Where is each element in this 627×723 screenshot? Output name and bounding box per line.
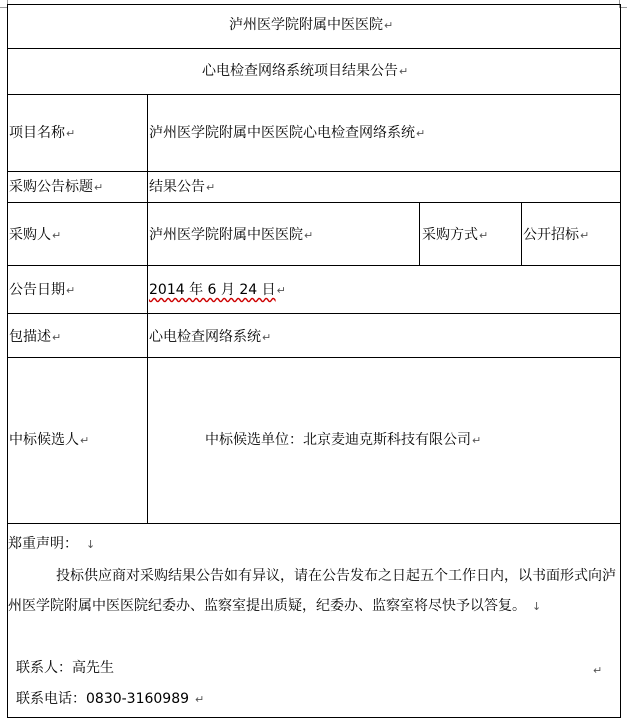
method-value-divider <box>521 202 522 266</box>
notice-date-value: 2014 年 6 月 24 日↵ <box>149 282 286 298</box>
table-rule <box>7 313 621 314</box>
table-rule <box>7 357 621 358</box>
package-label: 包描述↵ <box>9 329 62 345</box>
project-name-label: 项目名称↵ <box>9 125 76 141</box>
table-rule <box>7 94 621 95</box>
candidate-label: 中标候选人↵ <box>9 432 90 448</box>
announcement-title: 心电检查网络系统项目结果公告↵ <box>202 63 409 79</box>
label-column-divider <box>147 94 148 524</box>
table-rule <box>7 48 621 49</box>
table-border-top <box>7 4 621 5</box>
method-label-divider <box>419 202 420 266</box>
package-value: 心电检查网络系统↵ <box>149 329 272 345</box>
table-rule <box>7 202 621 203</box>
purchaser-label: 采购人↵ <box>9 227 62 243</box>
contact-person: 联系人：高先生 <box>16 660 114 676</box>
table-rule <box>7 523 621 524</box>
contact-phone: 联系电话：0830-3160989 ↵ <box>16 691 205 707</box>
purchaser-value: 泸州医学院附属中医医院↵ <box>149 227 314 243</box>
hospital-name-heading: 泸州医学院附属中医医院↵ <box>229 17 394 33</box>
procurement-method-value: 公开招标↵ <box>523 227 590 243</box>
project-name-value: 泸州医学院附属中医医院心电检查网络系统↵ <box>149 125 426 141</box>
candidate-value: 中标候选单位：北京麦迪克斯科技有限公司↵ <box>205 432 482 448</box>
contact-person-end-mark: ↵ <box>593 664 603 677</box>
notice-title-value: 结果公告↵ <box>149 179 216 195</box>
declaration-heading: 郑重声明： ↓ <box>8 536 96 552</box>
table-border-bottom <box>7 717 621 718</box>
notice-date-label: 公告日期↵ <box>9 282 76 298</box>
declaration-paragraph: 投标供应商对采购结果公告如有异议，请在公告发布之日起五个工作日内，以书面形式向泸州医学院附属中医医院纪委办、监察室提出质疑，纪委办、监察室将尽快予以答复。 ↓ <box>8 568 616 614</box>
procurement-method-label: 采购方式↵ <box>422 227 489 243</box>
table-rule <box>7 265 621 266</box>
notice-title-label: 采购公告标题↵ <box>9 179 104 195</box>
table-rule <box>7 171 621 172</box>
